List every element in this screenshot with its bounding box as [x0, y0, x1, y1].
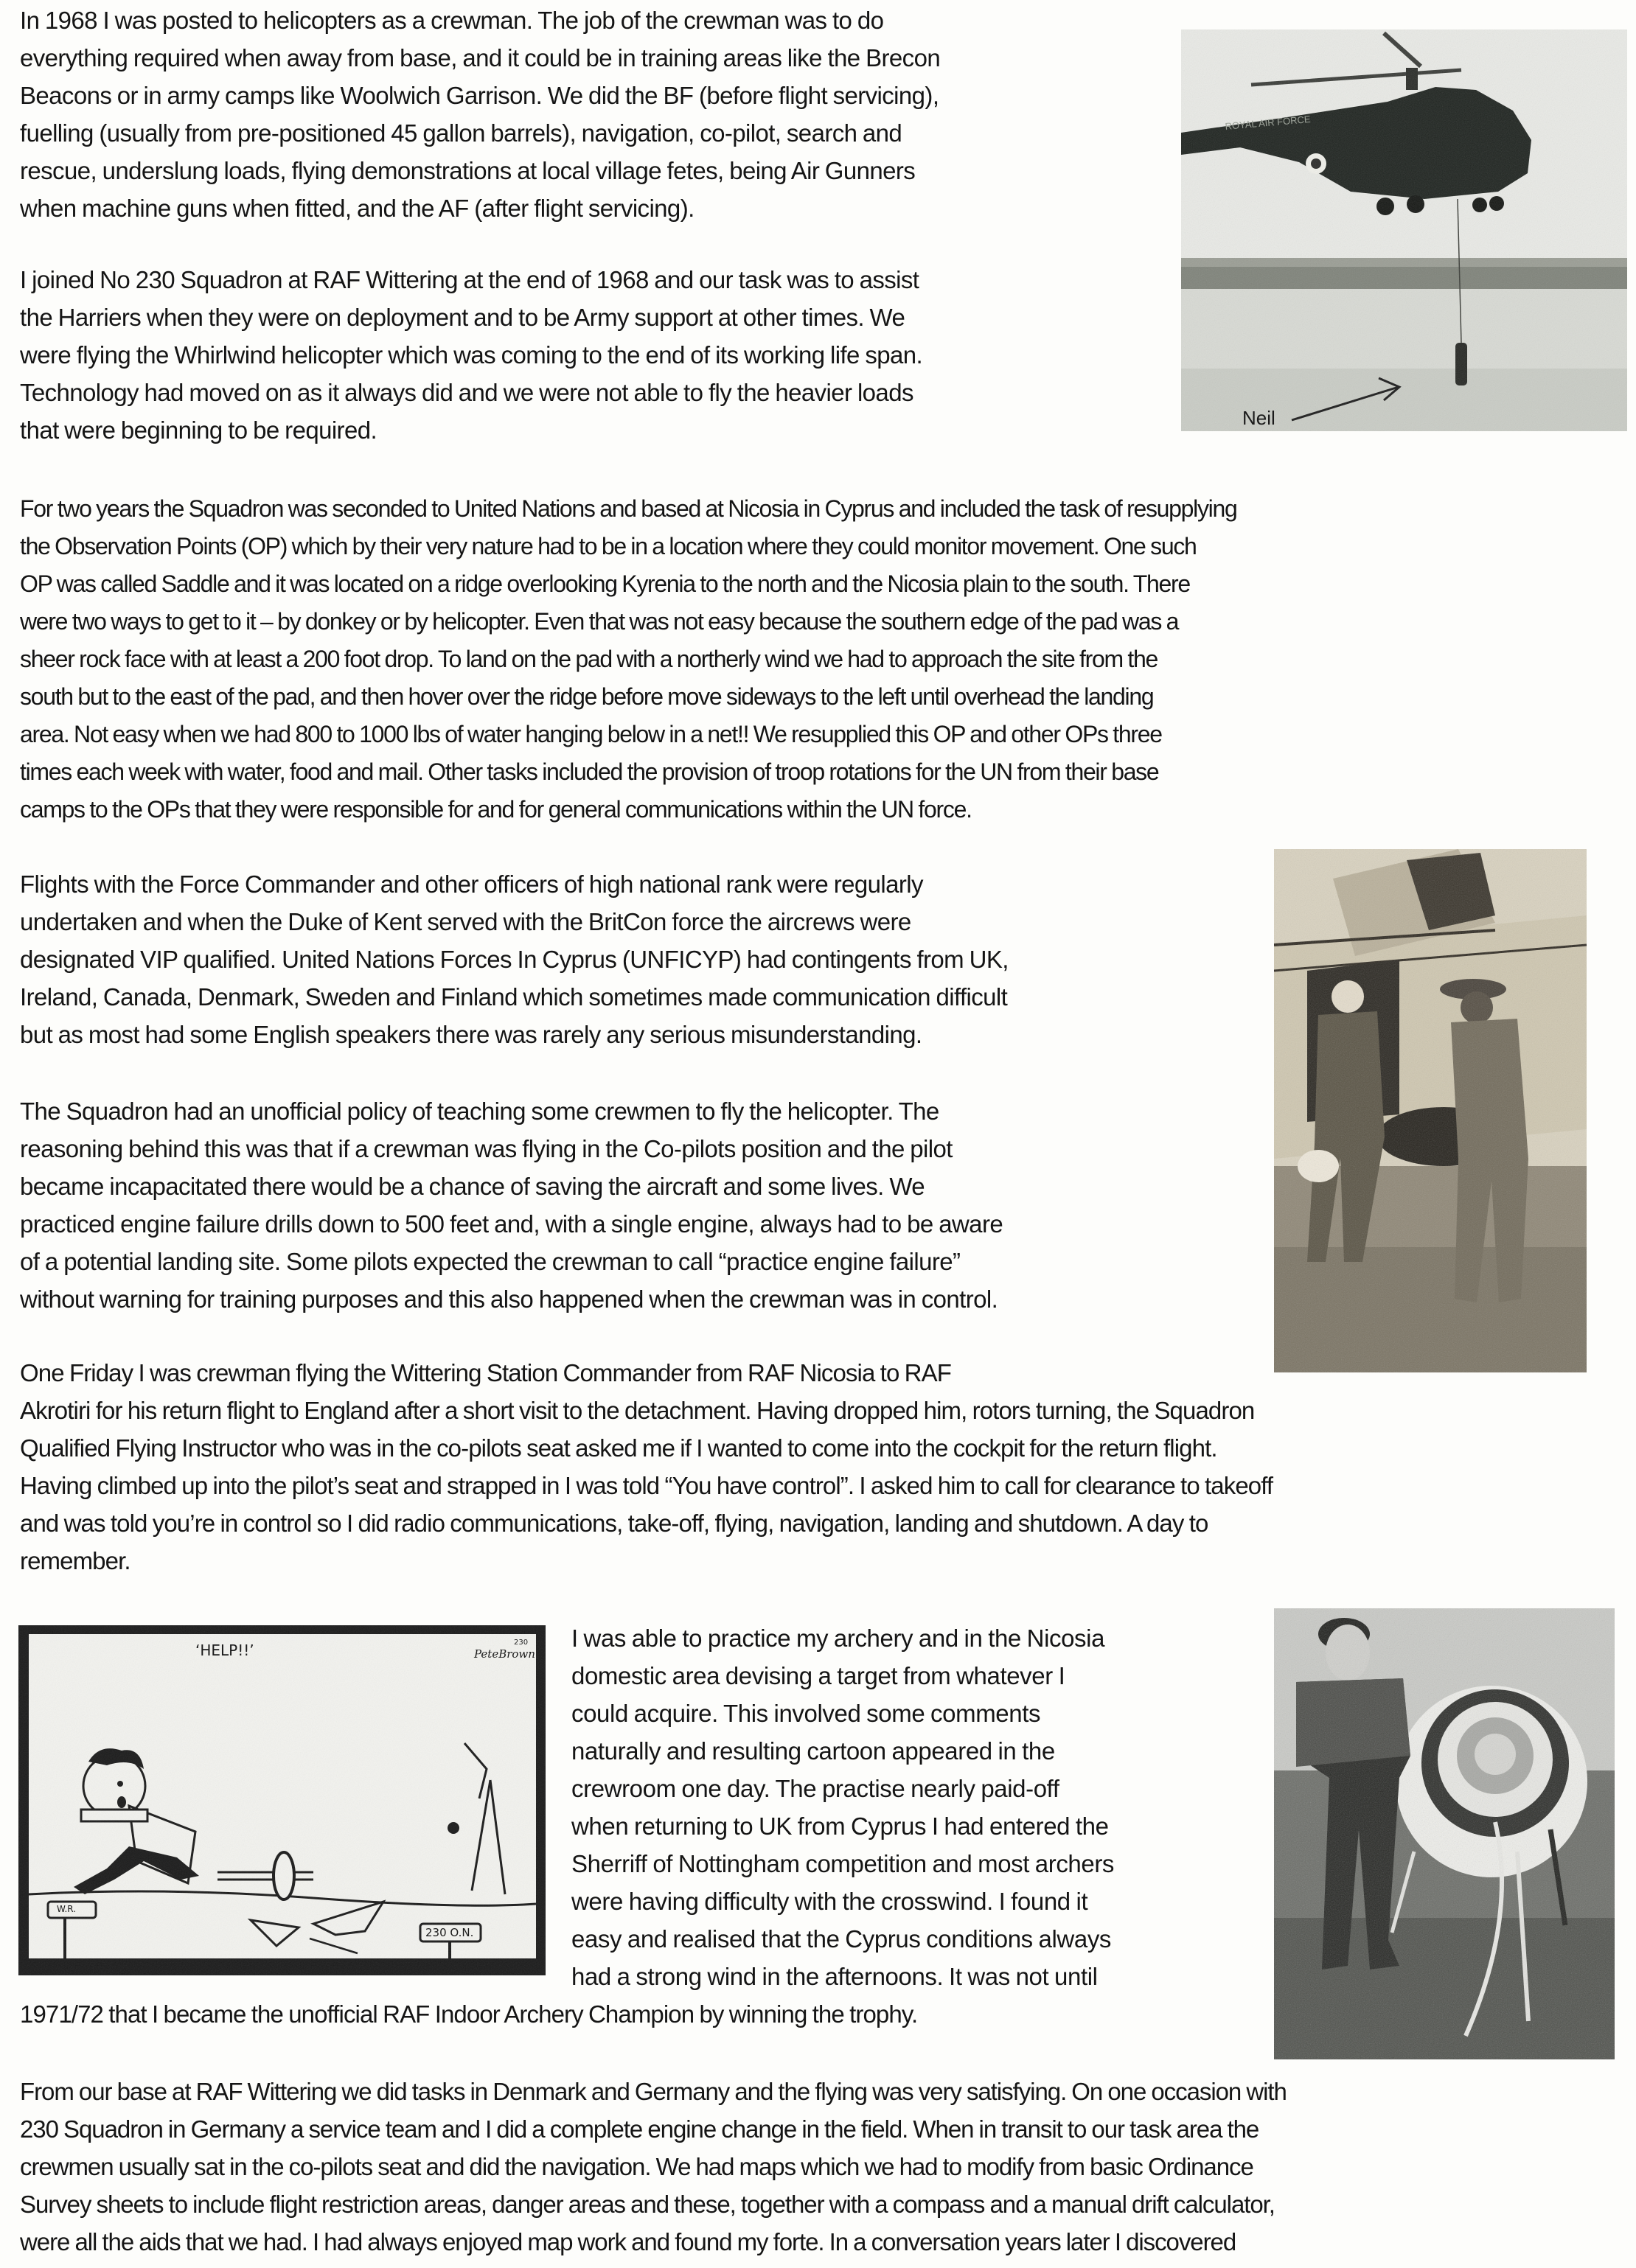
text-line: but as most had some English speakers there was rarely any serious misunderstanding.: [20, 1021, 922, 1048]
text-line: Akrotiri for his return flight to England after a short visit to the detachment. Having dropped him, rotors turning, the Squadron: [20, 1397, 1255, 1424]
text-line: without warning for training purposes and this also happened when the crewman was in control.: [20, 1285, 998, 1313]
text-line: could acquire. This involved some comments: [571, 1700, 1041, 1727]
text-line: For two years the Squadron was seconded to United Nations and based at Nicosia in Cyprus and included the task of resupplying: [20, 495, 1237, 522]
paragraph-wittering-navigation: [20, 2073, 1287, 2261]
text-line: From our base at RAF Wittering we did tasks in Denmark and Germany and the flying was very satisfying. On one occasion with: [20, 2078, 1287, 2105]
paragraph-united-nations-cyprus: [20, 490, 1236, 828]
text-line: OP was called Saddle and it was located on a ridge overlooking Kyrenia to the north and the Nicosia plain to the south. There: [20, 571, 1190, 597]
text-line: south but to the east of the pad, and then hover over the ridge before move sideways to the left until overhead the landing: [20, 683, 1154, 710]
paragraph-230-squadron: [20, 261, 922, 449]
text-line: sheer rock face with at least a 200 foot drop. To land on the pad with a northerly wind we had to approach the site from the: [20, 646, 1158, 672]
paragraph-archery-continued: [20, 1995, 917, 2033]
text-line: were two ways to get to it – by donkey or by helicopter. Even that was not easy because the southern edge of the pad was a: [20, 608, 1179, 635]
cartoon-sign-left: W.R.: [57, 1904, 77, 1914]
text-line: 230 Squadron in Germany a service team and I did a complete engine change in the field. When in transit to our task area the: [20, 2115, 1259, 2143]
text-line: reasoning behind this was that if a crewman was flying in the Co-pilots position and the pilot: [20, 1135, 953, 1162]
photo-caption-neil: Neil: [1242, 407, 1275, 429]
text-line: Qualified Flying Instructor who was in the co-pilots seat asked me if I wanted to come into the cockpit for the return flight.: [20, 1434, 1217, 1462]
text-line: I was able to practice my archery and in the Nicosia: [571, 1625, 1105, 1652]
text-line: Sherriff of Nottingham competition and most archers: [571, 1850, 1115, 1877]
text-line: crewroom one day. The practise nearly paid-off: [571, 1775, 1059, 1802]
text-line: rescue, underslung loads, flying demonstrations at local village fetes, being Air Gunners: [20, 157, 916, 184]
text-line: Ireland, Canada, Denmark, Sweden and Finland which sometimes made communication difficult: [20, 983, 1008, 1011]
text-line: when returning to UK from Cyprus I had entered the: [571, 1812, 1109, 1840]
archery-photo: [1274, 1608, 1615, 2059]
paragraph-crewman-posting: [20, 1, 940, 227]
text-line: were all the aids that we had. I had always enjoyed map work and found my forte. In a conversation years later I discovered: [20, 2228, 1236, 2255]
paragraph-force-commander-flights: [20, 865, 1009, 1053]
paragraph-one-friday: [20, 1354, 1273, 1580]
text-line: Technology had moved on as it always did and we were not able to fly the heavier loads: [20, 379, 913, 406]
cartoon-signature: PeteBrown: [474, 1647, 535, 1661]
text-line: Flights with the Force Commander and other officers of high national rank were regularly: [20, 870, 923, 898]
text-line: undertaken and when the Duke of Kent served with the BritCon force the aircrews were: [20, 908, 911, 935]
text-line: naturally and resulting cartoon appeared in the: [571, 1737, 1055, 1765]
text-line: camps to the OPs that they were responsible for and for general communications within the UN force.: [20, 796, 972, 823]
text-line: were having difficulty with the crosswind. I found it: [571, 1888, 1088, 1915]
text-line: when machine guns when fitted, and the AF (after flight servicing).: [20, 195, 695, 222]
text-line: had a strong wind in the afternoons. It was not until: [571, 1963, 1098, 1990]
helicopter-photo: [1181, 29, 1627, 431]
text-line: and was told you’re in control so I did radio communications, take-off, flying, navigation, landing and shutdown. A day to: [20, 1510, 1208, 1537]
cartoon-signature-number: 230: [514, 1639, 529, 1647]
text-line: crewmen usually sat in the co-pilots seat and did the navigation. We had maps which we had to modify from basic Ordinance: [20, 2153, 1253, 2180]
cartoon-speech-help: ‘HELP!!’: [195, 1641, 254, 1659]
text-line: In 1968 I was posted to helicopters as a crewman. The job of the crewman was to do: [20, 7, 884, 34]
text-line: that were beginning to be required.: [20, 416, 377, 444]
text-line: of a potential landing site. Some pilots expected the crewman to call “practice engine failure”: [20, 1248, 961, 1275]
crew-photo: [1274, 849, 1587, 1372]
text-line: The Squadron had an unofficial policy of teaching some crewmen to fly the helicopter. The: [20, 1098, 939, 1125]
text-line: fuelling (usually from pre-positioned 45 gallon barrels), navigation, co-pilot, search and: [20, 119, 902, 147]
text-line: Survey sheets to include flight restriction areas, danger areas and these, together with a compass and a manual drift calculator,: [20, 2191, 1275, 2218]
text-line: became incapacitated there would be a chance of saving the aircraft and some lives. We: [20, 1173, 925, 1200]
text-line: Beacons or in army camps like Woolwich Garrison. We did the BF (before flight servicing),: [20, 82, 939, 109]
text-line: domestic area devising a target from whatever I: [571, 1662, 1065, 1689]
text-line: easy and realised that the Cyprus conditions always: [571, 1925, 1112, 1953]
text-line: I joined No 230 Squadron at RAF Wittering at the end of 1968 and our task was to assist: [20, 266, 919, 293]
text-line: were flying the Whirlwind helicopter which was coming to the end of its working life span.: [20, 341, 923, 369]
text-line: times each week with water, food and mail. Other tasks included the provision of troop rotations for the UN from their base: [20, 758, 1159, 785]
paragraph-archery: [571, 1619, 1114, 1995]
text-line: area. Not easy when we had 800 to 1000 lbs of water hanging below in a net!! We resupplied this OP and other OPs three: [20, 721, 1162, 747]
text-line: the Harriers when they were on deployment and to be Army support at other times. We: [20, 304, 905, 331]
text-line: everything required when away from base, and it could be in training areas like the Brecon: [20, 44, 941, 71]
text-line: 1971/72 that I became the unofficial RAF Indoor Archery Champion by winning the trophy.: [20, 2000, 918, 2028]
text-line: designated VIP qualified. United Nations Forces In Cyprus (UNFICYP) had contingents from UK,: [20, 946, 1009, 973]
text-line: Having climbed up into the pilot’s seat and strapped in I was told “You have control”. I asked him to call for clearance to takeoff: [20, 1472, 1273, 1499]
text-line: remember.: [20, 1547, 130, 1574]
text-line: practiced engine failure drills down to 500 feet and, with a single engine, always had to be aware: [20, 1210, 1003, 1238]
text-line: One Friday I was crewman flying the Wittering Station Commander from RAF Nicosia to RAF: [20, 1359, 951, 1386]
paragraph-crewmen-flying-policy: [20, 1092, 1003, 1318]
archery-cartoon: [18, 1625, 546, 1975]
cartoon-sign-right: 230 O.N.: [425, 1926, 474, 1939]
text-line: the Observation Points (OP) which by their very nature had to be in a location where they could monitor movement. One such: [20, 533, 1197, 559]
